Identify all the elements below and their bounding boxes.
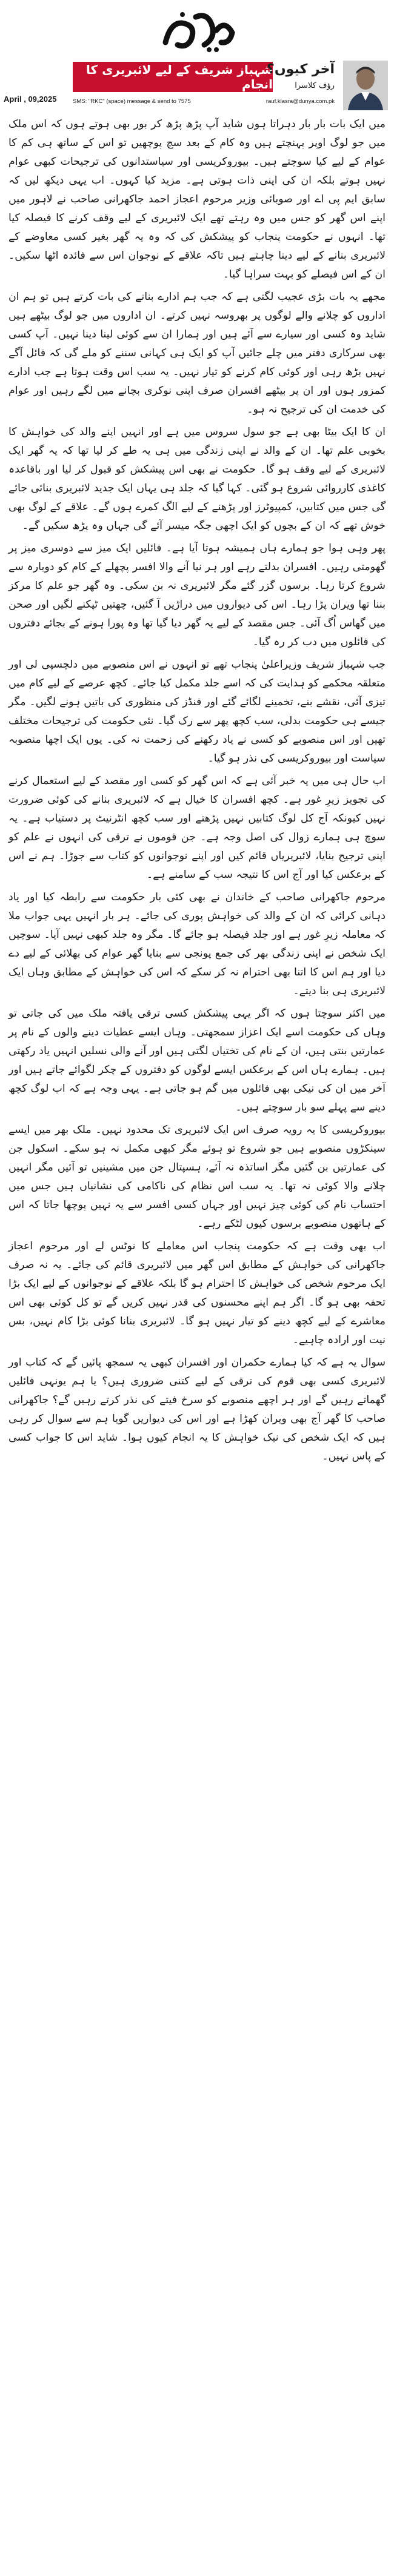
publication-date: April , 09,2025 (4, 95, 57, 104)
masthead (0, 0, 394, 58)
article-paragraph: میں ایک بات بار بار دہراتا ہوں شاید آپ پڑھ پڑھ کر بور بھی ہوتے ہوں کہ اس ملک میں جو لوگ اوپر پہنچتے ہیں وہ کام کے بعد سچ پوچھیں تو اس کے ساتھ ہی کم کا عوام کے لیے کیا سوچتے ہیں۔ بیوروکریسی اور سیاستدانوں کی ترجیحات کبھی عوام نہیں ہوتے بلکہ ان کی اپنی ذات ہوتی ہے۔ مزید کیا کہوں۔ اب یہی دیکھ لیں کہ سابق ایم پی اے اور صوبائی وزیر مرحوم اعجاز احمد جاکھرانی صاحب نے لاہور میں اپنے اس گھر کو جس میں وہ رہتے تھے ایک لائبریری کے لیے وقف کرنے کا فیصلہ کیا تھا۔ انہوں نے حکومت پنجاب کو پیشکش کی کہ وہ یہ گھر بغیر کسی معاوضے کے لائبریری بنانے کے لیے دینا چاہتے ہیں تاکہ علاقے کے نوجوان اس سے فائدہ اٹھا سکیں۔ ان کے اس فیصلے کو بہت سراہا گیا۔ (8, 118, 386, 281)
author-email[interactable]: rauf.klasra@dunya.com.pk (265, 98, 335, 105)
article-headline: شہباز شریف کے لیے لائبریری کا انجام (73, 62, 273, 92)
article-body (0, 110, 394, 1476)
article-paragraph: ان کا ایک بیٹا بھی ہے جو سول سروس میں ہے اور انہیں اپنے والد کی خواہش کا بخوبی علم تھا۔ ان کے والد نے اپنی زندگی میں ہی یہ طے کر لیا تھا کہ یہ گھر ایک لائبریری کے لیے وقف ہو گا۔ حکومت نے بھی اس پیشکش کو قبول کر لیا اور باقاعدہ کاغذی کارروائی شروع ہو گئی۔ کہا گیا کہ جلد ہی یہاں ایک جدید لائبریری بنائی جائے گی جس میں کتابیں، کمپیوٹرز اور پڑھنے کے لیے الگ کمرے ہوں گے۔ علاقے کے لوگ بھی خوش تھے کہ ان کے بچوں کو ایک اچھی جگہ میسر آئے گی جہاں وہ پڑھ سکیں گے۔ (8, 426, 386, 532)
sms-instructions: SMS: "RKC" (space) message & send to 7575 (73, 98, 191, 105)
article-paragraph: اب بھی وقت ہے کہ حکومت پنجاب اس معاملے کا نوٹس لے اور مرحوم اعجاز جاکھرانی کی خواہش کے مطابق اس گھر میں لائبریری قائم کی جائے۔ یہ نہ صرف ایک مرحوم شخص کی خواہش کا احترام ہو گا بلکہ علاقے کے نوجوانوں کے لیے ایک بڑا تحفہ بھی ہو گا۔ اگر ہم اپنے محسنوں کی قدر نہیں کریں گے تو کل کوئی بھی اس معاشرے کے لیے کچھ دینے کو تیار نہیں ہو گا۔ لائبریری بنانا کوئی بڑا کام نہیں، بس نیت اور ارادہ چاہیے۔ (8, 1240, 386, 1346)
column-header (0, 58, 394, 110)
dunya-logo (153, 6, 241, 55)
article-paragraph: مجھے یہ بات بڑی عجیب لگتی ہے کہ جب ہم ادارے بنانے کی بات کرتے ہیں تو ہم ان اداروں کو چلانے والے لوگوں پر بھروسہ نہیں کرتے۔ ان اداروں میں جو لوگ بیٹھے ہیں شاید وہ کسی اور سیارے سے آئے ہیں اور ہمارا ان سے کوئی لینا دینا نہیں۔ آپ کسی بھی سرکاری دفتر میں چلے جائیں آپ کو ایک ہی کہانی سننے کو ملے گی کہ فائل آگے نہیں بڑھ رہی اور کوئی کام کرنے کو تیار نہیں۔ یہ سب اس وقت ہوتا ہے جب ادارے کمزور ہوں اور ان پر بیٹھے افسران صرف اپنی نوکری بچانے میں لگے رہیں اور عوام کی خدمت ان کی ترجیح نہ ہو۔ (8, 291, 386, 416)
article-paragraph: پھر وہی ہوا جو ہمارے ہاں ہمیشہ ہوتا آیا ہے۔ فائلیں ایک میز سے دوسری میز پر گھومتی رہیں۔ افسران بدلتے رہے اور ہر نیا آنے والا افسر پچھلے کے کام کو دوبارہ سے شروع کرتا رہا۔ برسوں گزر گئے مگر لائبریری نہ بن سکی۔ وہ گھر جو علم کا مرکز بننا تھا ویران پڑا رہا۔ اس کی دیواروں میں دراڑیں آ گئیں، چھتیں ٹپکنے لگیں اور صحن میں گھاس اُگ آئی۔ جس مقصد کے لیے یہ گھر دیا گیا تھا وہ پورا ہونے کے بجائے دفتروں کی فائلوں میں دب کر رہ گیا۔ (8, 542, 386, 648)
column-author: رؤف کلاسرا (295, 81, 335, 90)
column-name: آخر کیوں؟ (267, 62, 335, 77)
article-paragraph: بیوروکریسی کا یہ رویہ صرف اس ایک لائبریری تک محدود نہیں۔ ملک بھر میں ایسے سینکڑوں منصوبے ہیں جو شروع تو ہوئے مگر کبھی مکمل نہ ہو سکے۔ اسکول جن کی عمارتیں بن گئیں مگر اساتذہ نہ آئے، ہسپتال جن میں مشینیں تو آئیں مگر انہیں چلانے والا کوئی نہ تھا۔ یہ سب اس نظام کی ناکامی کی نشانیاں ہیں جس میں احتساب نام کی کوئی چیز نہیں اور جہاں کسی افسر سے یہ نہیں پوچھا جاتا کہ اس کے ہاتھوں منصوبے برسوں کیوں لٹکے رہے۔ (8, 1124, 386, 1230)
article-paragraph: مرحوم جاکھرانی صاحب کے خاندان نے بھی کئی بار حکومت سے رابطہ کیا اور یاد دہانی کرائی کہ ان کے والد کی خواہش پوری کی جائے۔ ہر بار انہیں یہی جواب ملا کہ معاملہ زیرِ غور ہے اور جلد فیصلہ ہو جائے گا۔ مگر وہ جلد کبھی نہیں آیا۔ سوچیں ایک شخص نے اپنی زندگی بھر کی جمع پونجی سے بنایا گھر عوام کی بھلائی کے لیے دے دیا اور ہم اس کا اتنا بھی احترام نہ کر سکے کہ اس کی خواہش کے مطابق وہاں ایک لائبریری ہی بنا دیتے۔ (8, 891, 386, 997)
article-paragraph: میں اکثر سوچتا ہوں کہ اگر یہی پیشکش کسی ترقی یافتہ ملک میں کی جاتی تو وہاں کی حکومت اسے ایک اعزاز سمجھتی۔ وہاں ایسے عطیات دینے والوں کے نام پر عمارتیں بنتی ہیں، ان کے نام کی تختیاں لگتی ہیں اور آنے والی نسلیں انہیں یاد رکھتی ہیں۔ ہمارے ہاں اس کے برعکس ایسے لوگوں کو دفتروں کے چکر لگوائے جاتے ہیں اور آخر میں ان کی نیکی بھی فائلوں میں گم ہو جاتی ہے۔ یہی وجہ ہے کہ اب لوگ کچھ دینے سے پہلے سو بار سوچتے ہیں۔ (8, 1007, 386, 1114)
article-paragraph: سوال یہ ہے کہ کیا ہمارے حکمران اور افسران کبھی یہ سمجھ پائیں گے کہ کتاب اور لائبریری کسی بھی قوم کی ترقی کے لیے کتنی ضروری ہیں؟ یا ہم یونہی فائلیں گھماتے رہیں گے اور ہر اچھے منصوبے کو سرخ فیتے کی نذر کرتے رہیں گے؟ جاکھرانی صاحب کا گھر آج بھی ویران کھڑا ہے اور اس کی دیواریں گویا ہم سے سوال کر رہی ہیں کہ ایک شخص کی نیک خواہش کا یہ انجام کیوں ہوا۔ شاید اس کا جواب کسی کے پاس نہیں۔ (8, 1356, 386, 1462)
article-paragraph: اب حال ہی میں یہ خبر آئی ہے کہ اس گھر کو کسی اور مقصد کے لیے استعمال کرنے کی تجویز زیرِ غور ہے۔ کچھ افسران کا خیال ہے کہ لائبریری بنانے کی کوئی ضرورت نہیں کیونکہ آج کل لوگ کتابیں نہیں پڑھتے اور سب کچھ انٹرنیٹ پر دستیاب ہے۔ یہ سوچ ہی ہمارے زوال کی اصل وجہ ہے۔ جن قوموں نے ترقی کی انہوں نے علم کو اپنی ترجیح بنایا، لائبریریاں قائم کیں اور اپنے نوجوانوں کو کتاب سے جوڑا۔ ہم نے اس کے برعکس کیا اور آج اس کا نتیجہ سب کے سامنے ہے۔ (8, 775, 386, 881)
author-photo (343, 61, 388, 110)
article-paragraph: جب شہباز شریف وزیراعلیٰ پنجاب تھے تو انہوں نے اس منصوبے میں دلچسپی لی اور متعلقہ محکمے کو ہدایت کی کہ اسے جلد مکمل کیا جائے۔ کچھ عرصے کے لیے کام میں تیزی آئی، نقشے بنے، تخمینے لگائے گئے اور فنڈز کی منظوری کی باتیں ہونے لگیں۔ مگر جیسے ہی حکومت بدلی، سب کچھ پھر سے رک گیا۔ نئی حکومت کی ترجیحات مختلف تھیں اور اس منصوبے کو کسی نے یاد رکھنے کی زحمت نہ کی۔ یوں ایک اچھا منصوبہ سیاست اور بیوروکریسی کی نذر ہو گیا۔ (8, 659, 386, 765)
